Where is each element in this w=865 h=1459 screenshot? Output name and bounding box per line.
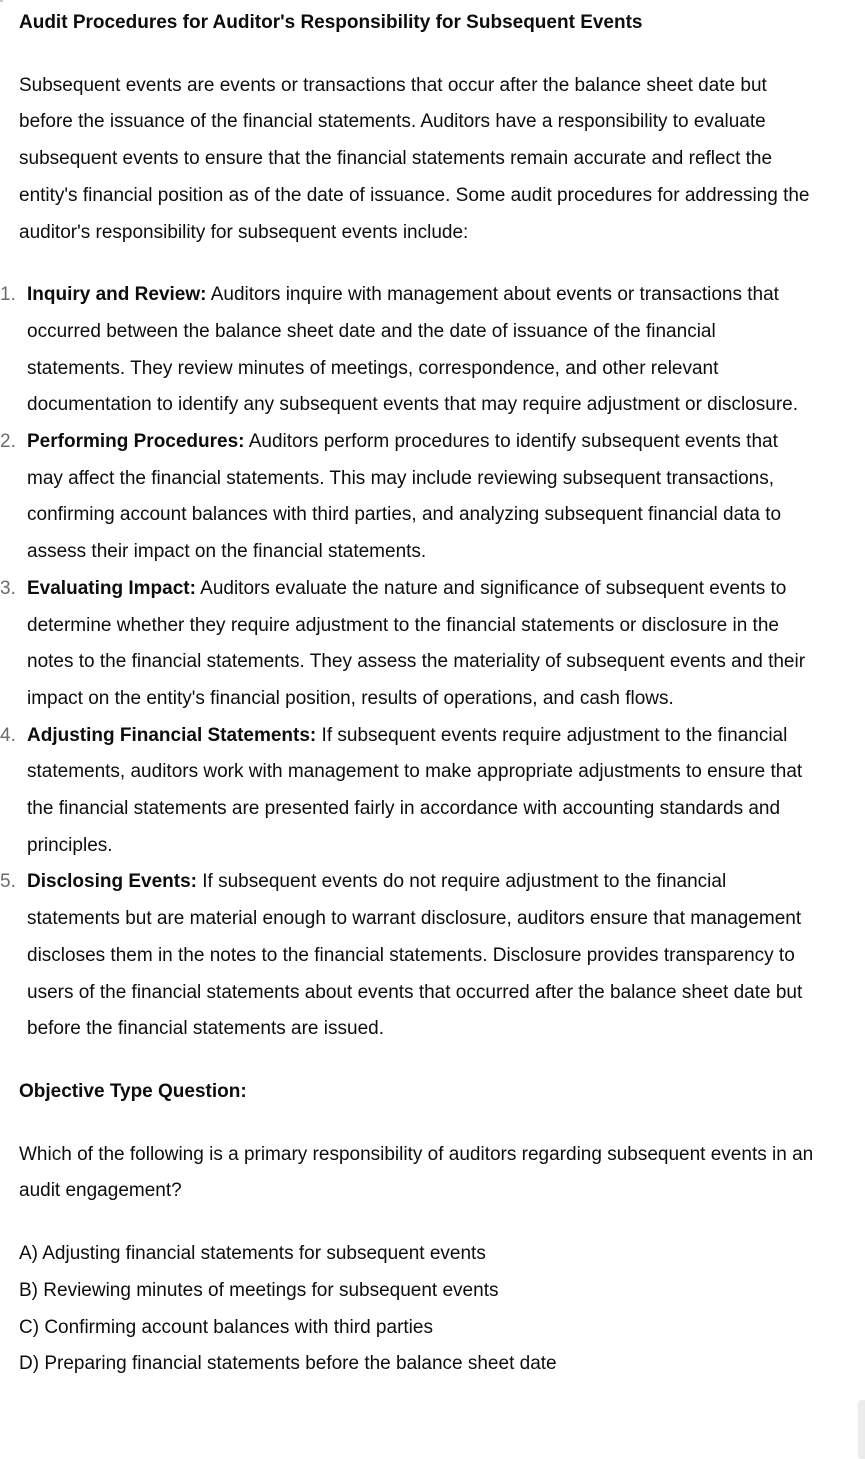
- procedure-list: [0, 277, 819, 1048]
- document-content: [0, 5, 819, 1383]
- list-item: [0, 571, 819, 718]
- list-item-term: Performing Procedures:: [27, 431, 245, 453]
- list-item-term: Inquiry and Review:: [27, 284, 207, 306]
- option-b: B) Reviewing minutes of meetings for subsequent events: [19, 1279, 499, 1301]
- list-item-number: 4.: [0, 724, 16, 746]
- document-title: Audit Procedures for Auditor's Responsibility for Subsequent Events: [19, 12, 643, 33]
- list-item-term: Adjusting Financial Statements:: [27, 724, 317, 746]
- list-item-number: 2.: [0, 431, 16, 453]
- list-item-number: 5.: [0, 871, 16, 893]
- list-item-term: Evaluating Impact:: [27, 577, 196, 599]
- list-item-text: If subsequent events require adjustment to the financial statements, auditors work with management to make appropriate adjustments to ensure that the financial statements are presented fairly in accordance with accounting standards and principles.: [27, 724, 803, 856]
- list-item-text: Auditors evaluate the nature and significance of subsequent events to determine whether they require adjustment to the financial statements or disclosure in the notes to the financial statements. They assess the materiality of subsequent events and their impact on the entity's financial position, results of operations, and cash flows.: [27, 577, 806, 709]
- list-item-number: 1.: [0, 284, 16, 306]
- question-heading: Objective Type Question:: [19, 1080, 247, 1102]
- intro-paragraph: Subsequent events are events or transactions that occur after the balance sheet date but before the issuance of the financial statements. Auditors have a responsibility to evaluate subsequent events to ensure that the financial statements remain accurate and reflect the entity's financial position as of the date of issuance. Some audit procedures for addressing the auditor's responsibility for subsequent events include:: [19, 74, 810, 243]
- option-d: D) Preparing financial statements before the balance sheet date: [19, 1353, 557, 1375]
- list-item: [0, 277, 819, 424]
- list-item: [0, 424, 819, 571]
- option-c: C) Confirming account balances with third parties: [19, 1316, 433, 1338]
- list-item: [0, 864, 819, 1048]
- question-text: Which of the following is a primary responsibility of auditors regarding subsequent events in an audit engagement?: [19, 1143, 814, 1202]
- answer-options: [19, 1236, 819, 1383]
- list-item-text: Auditors perform procedures to identify subsequent events that may affect the financial statements. This may include reviewing subsequent transactions, confirming account balances with third parties, and analyzing subsequent financial data to assess their impact on the financial statements.: [27, 431, 782, 563]
- list-item-term: Disclosing Events:: [27, 871, 197, 893]
- option-a: A) Adjusting financial statements for subsequent events: [19, 1243, 486, 1265]
- list-item: [0, 718, 819, 865]
- list-item-text: If subsequent events do not require adjustment to the financial statements but are material enough to warrant disclosure, auditors ensure that management discloses them in the notes to the financial statements. Disclosure provides transparency to users of the financial statements about events that occurred after the balance sheet date but before the financial statements are issued.: [27, 871, 803, 1040]
- scrollbar-thumb[interactable]: [858, 1400, 865, 1459]
- list-item-number: 3.: [0, 577, 16, 599]
- corner-artifact: [0, 0, 3, 2]
- list-item-text: Auditors inquire with management about events or transactions that occurred between the balance sheet date and the date of issuance of the financial statements. They review minutes of meetings, correspondence, and other relevant documentation to identify any subsequent events that may require adjustment or disclosure.: [27, 284, 798, 416]
